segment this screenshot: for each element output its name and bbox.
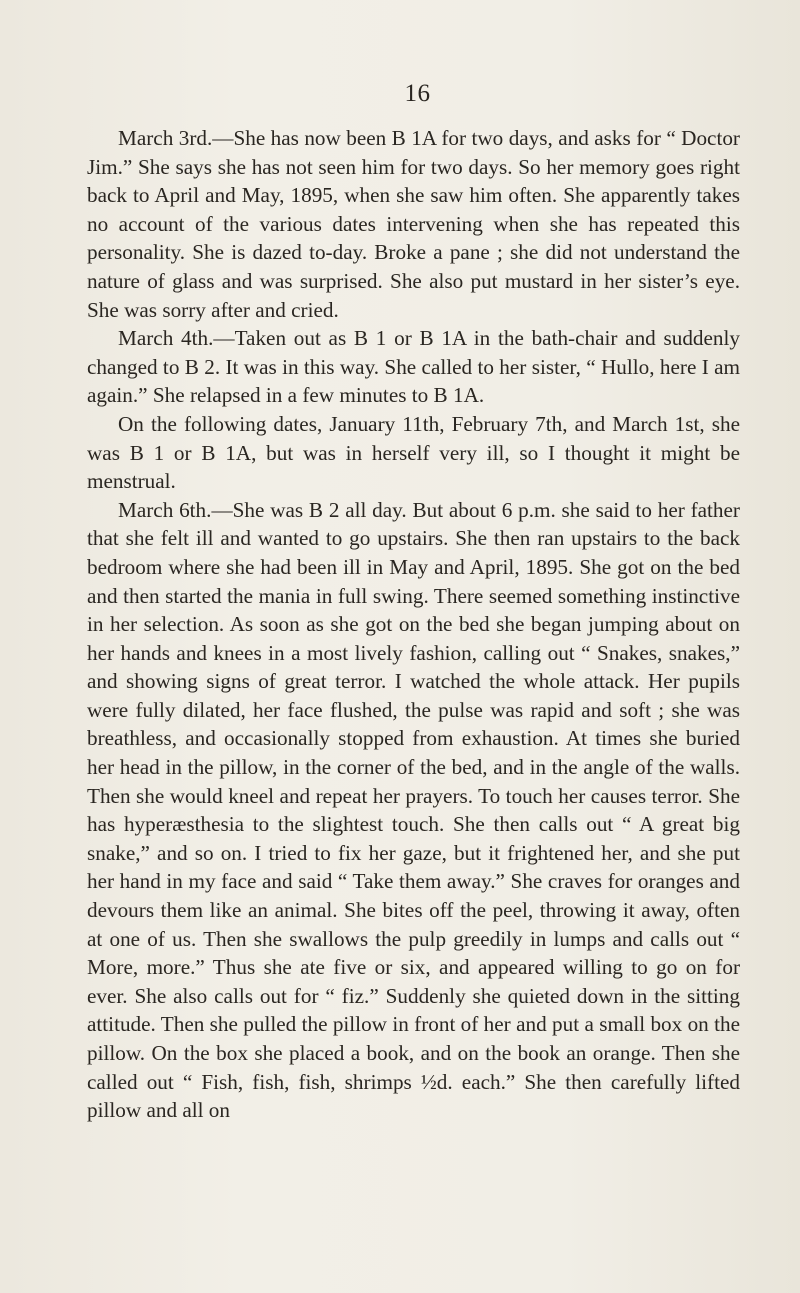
paragraph-march-6th: March 6th.—She was B 2 all day. But about 6 p.m. she said to her father that she felt ill and wanted to go upstairs. She then ran upstairs to the back bedroom where she had been ill in May and April, 1895. She got on the bed and then started the mania in full swing. There seemed something instinctive in her selection. As soon as she got on the bed she began jumping about on her hands and knees in a most lively fashion, calling out “ Snakes, snakes,” and showing signs of great terror. I watched the whole attack. Her pupils were fully dilated, her face flushed, the pulse was rapid and soft ; she was breathless, and occasionally stopped from exhaustion. At times she buried her head in the pillow, in the corner of the bed, and in the angle of the walls. Then she would kneel and repeat her prayers. To touch her causes terror. She has hyperæsthesia to the slightest touch. She then calls out “ A great big snake,” and so on. I tried to fix her gaze, but it frightened her, and she put her hand in my face and said “ Take them away.” She craves for oranges and devours them like an animal. She bites off the peel, throwing it away, often at one of us. Then she swallows the pulp greedily in lumps and calls out “ More, more.” Thus she ate five or six, and appeared willing to go on for ever. She also calls out for “ fiz.” Suddenly she quieted down in the sitting attitude. Then she pulled the pillow in front of her and put a small box on the pillow. On the box she placed a book, and on the book an orange. Then she called out “ Fish, fish, fish, shrimps ½d. each.” She then carefully lifted pillow and all on <box>87 497 740 1123</box>
paragraph-following-dates: On the following dates, January 11th, February 7th, and March 1st, she was B 1 or B 1A, but was in herself very ill, so I thought it might be menstrual. <box>87 411 740 494</box>
page-number: 16 <box>404 80 431 107</box>
paragraph-march-4th: March 4th.—Taken out as B 1 or B 1A in the bath-chair and suddenly changed to B 2. It was in this way. She called to her sister, “ Hullo, here I am again.” She relapsed in a few minutes to B 1A. <box>87 326 740 408</box>
paragraph-march-3rd: March 3rd.—She has now been B 1A for two days, and asks for “ Doctor Jim.” She says she has not seen him for two days. So her memory goes right back to April and May, 1895, when she saw him often. She apparently takes no account of the various dates intervening when she has repeated this personality. She is dazed to-day. Broke a pane ; she did not understand the nature of glass and was surprised. She also put mustard in her sister’s eye. She was sorry after and cried. <box>87 126 740 322</box>
body-text <box>87 124 740 1125</box>
